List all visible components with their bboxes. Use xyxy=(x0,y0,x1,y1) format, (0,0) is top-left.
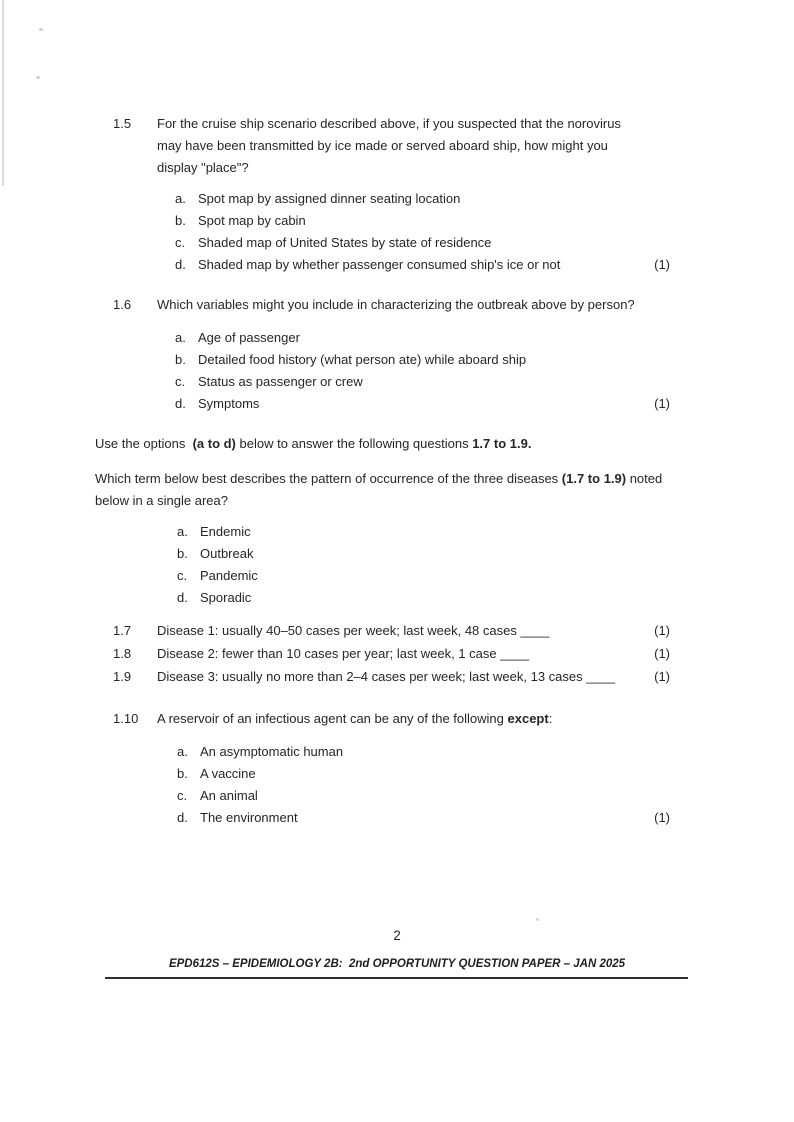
question-number: 1.6 xyxy=(113,297,132,312)
option-item xyxy=(177,543,670,565)
option-text: A vaccine xyxy=(200,766,256,781)
option-letter: c. xyxy=(177,788,188,803)
mark-badge: (1) xyxy=(654,646,670,661)
instruction-text: Use the options xyxy=(95,436,193,451)
question-1-5-options xyxy=(95,188,670,276)
option-text: Sporadic xyxy=(200,590,252,605)
option-item xyxy=(175,254,670,276)
question-text-part: A reservoir of an infectious agent can be any of the following xyxy=(157,711,508,726)
option-text: Age of passenger xyxy=(198,330,300,345)
option-letter: a. xyxy=(177,524,188,539)
question-text: Disease 1: usually 40–50 cases per week; last week, 48 cases ____ xyxy=(157,623,550,638)
question-text: Which variables might you include in characterizing the outbreak above by person? xyxy=(157,297,635,312)
question-1-6 xyxy=(95,294,670,316)
question-text xyxy=(157,708,670,730)
option-text: Spot map by assigned dinner seating location xyxy=(198,191,461,206)
question-1-7 xyxy=(95,620,670,642)
question-1-6-options xyxy=(95,327,670,415)
page-number: 2 xyxy=(393,928,401,943)
option-text: The environment xyxy=(200,810,298,825)
option-item xyxy=(177,587,670,609)
scan-artifact-dot xyxy=(39,28,43,31)
option-text: An animal xyxy=(200,788,258,803)
option-item xyxy=(177,807,670,829)
option-letter: c. xyxy=(175,235,186,250)
mark-badge: (1) xyxy=(654,623,670,638)
instruction-bold-question-range: 1.7 to 1.9. xyxy=(472,436,532,451)
question-text-part: : xyxy=(548,711,553,726)
pattern-question-paragraph xyxy=(95,468,670,512)
option-item xyxy=(177,741,670,763)
question-1-10-options xyxy=(95,741,670,829)
scan-artifact-dot xyxy=(36,76,40,79)
pattern-question-bold-range: (1.7 to 1.9) xyxy=(561,471,627,486)
option-text: Shaded map by whether passenger consumed ship's ice or not xyxy=(198,257,561,272)
option-text: Shaded map of United States by state of residence xyxy=(198,235,492,250)
question-1-8 xyxy=(95,643,670,665)
option-letter: b. xyxy=(177,546,188,561)
footer-title: EPD612S – EPIDEMIOLOGY 2B: 2nd OPPORTUNITY QUESTION PAPER – JAN 2025 xyxy=(168,958,626,970)
option-letter: a. xyxy=(177,744,188,759)
option-letter: d. xyxy=(175,396,186,411)
option-text: Pandemic xyxy=(200,568,258,583)
option-text: Status as passenger or crew xyxy=(198,374,363,389)
option-letter: c. xyxy=(177,568,188,583)
option-letter: a. xyxy=(175,191,186,206)
question-1-9 xyxy=(95,666,670,688)
question-1-10 xyxy=(95,708,670,730)
mark-badge: (1) xyxy=(654,810,670,825)
instruction-bold-options-range: (a to d) xyxy=(192,436,236,451)
option-item xyxy=(177,521,670,543)
option-letter: a. xyxy=(175,330,186,345)
option-item xyxy=(175,371,670,393)
question-number: 1.7 xyxy=(113,623,132,638)
option-text: Detailed food history (what person ate) while aboard ship xyxy=(198,352,527,367)
question-text: Disease 3: usually no more than 2–4 cases per week; last week, 13 cases ____ xyxy=(157,669,616,684)
question-text: For the cruise ship scenario described above, if you suspected that the norovirus may have been transmitted by ice made or served aboard ship, how might you display "place"? xyxy=(157,116,625,175)
option-item xyxy=(175,327,670,349)
option-letter: b. xyxy=(177,766,188,781)
mark-badge: (1) xyxy=(654,396,670,411)
terms-list xyxy=(95,521,670,609)
question-1-5 xyxy=(95,113,670,179)
option-letter: b. xyxy=(175,352,186,367)
scan-artifact-edge-line xyxy=(2,0,4,186)
question-number: 1.10 xyxy=(113,711,139,726)
instruction-text: below to answer the following questions xyxy=(235,436,473,451)
option-item xyxy=(175,188,670,210)
question-bold-except: except xyxy=(507,711,549,726)
option-letter: d. xyxy=(175,257,186,272)
option-item xyxy=(175,349,670,371)
question-text: Disease 2: fewer than 10 cases per year; last week, 1 case ____ xyxy=(157,646,530,661)
question-paper-body xyxy=(95,113,670,829)
instruction-paragraph xyxy=(95,433,670,455)
option-text: Endemic xyxy=(200,524,251,539)
question-number: 1.9 xyxy=(113,669,132,684)
mark-badge: (1) xyxy=(654,669,670,684)
option-item xyxy=(175,232,670,254)
pattern-question-text: Which term below best describes the pattern of occurrence of the three diseases xyxy=(95,471,562,486)
option-item xyxy=(177,763,670,785)
mark-badge: (1) xyxy=(654,257,670,272)
question-number: 1.8 xyxy=(113,646,132,661)
question-number: 1.5 xyxy=(113,116,132,131)
option-letter: d. xyxy=(177,590,188,605)
option-letter: b. xyxy=(175,213,186,228)
footer-rule xyxy=(105,977,688,979)
pattern-question-text: noted below in a single area? xyxy=(95,471,666,508)
option-letter: c. xyxy=(175,374,186,389)
option-item xyxy=(177,565,670,587)
option-letter: d. xyxy=(177,810,188,825)
option-text: Outbreak xyxy=(200,546,254,561)
option-item xyxy=(175,210,670,232)
scan-artifact-dot xyxy=(536,918,539,921)
option-text: An asymptomatic human xyxy=(200,744,344,759)
option-text: Spot map by cabin xyxy=(198,213,306,228)
option-text: Symptoms xyxy=(198,396,260,411)
option-item xyxy=(175,393,670,415)
option-item xyxy=(177,785,670,807)
